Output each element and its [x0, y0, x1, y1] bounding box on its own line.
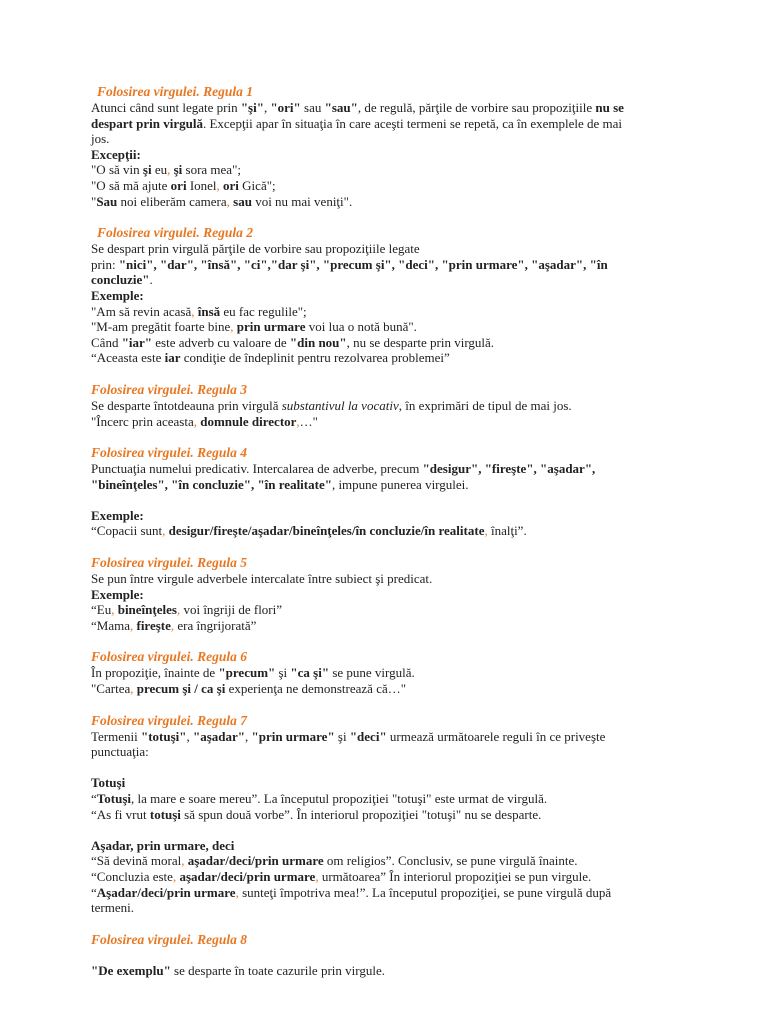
text-run: ,: [315, 868, 322, 884]
text-run: ,: [235, 884, 243, 900]
text-run: Aşadar/deci/prin urmare: [96, 884, 236, 900]
text-run: bineînţeles: [117, 602, 177, 618]
text-run: fireşte: [136, 617, 171, 633]
text-line: [91, 257, 691, 273]
text-run: "ca şi": [290, 665, 330, 681]
text-line: [91, 665, 691, 681]
text-run: ori: [223, 177, 239, 193]
text-run: ,: [191, 303, 198, 319]
text-line: [91, 760, 691, 776]
text-run: eu fac regulile";: [220, 303, 307, 319]
text-run: Exemple:: [91, 586, 144, 602]
text-line: [91, 838, 691, 854]
text-line: [91, 194, 691, 210]
text-run: Totuşi: [91, 775, 126, 791]
text-line: [91, 398, 691, 414]
text-run: . Excepţii apar în situaţia în care aceşti termeni se repetă, ca în exemplele de mai: [202, 115, 623, 131]
text-run: "sau": [324, 100, 358, 115]
text-run: ,: [186, 728, 193, 744]
text-line: [91, 885, 691, 901]
text-run: …": [299, 413, 318, 429]
text-line: [91, 587, 691, 603]
text-run: ,: [226, 193, 234, 209]
text-run: şi: [173, 162, 183, 178]
text-run: "M-am pregătit foarte bine: [91, 319, 231, 335]
text-run: Se pun între virgule adverbele intercalate între subiect şi predicat.: [91, 571, 433, 587]
document-page: [91, 84, 691, 979]
text-run: experienţa ne demonstrează că…": [225, 681, 407, 697]
text-line: [91, 618, 691, 634]
text-line: [91, 681, 691, 697]
section-heading: Folosirea virgulei. Regula 8: [91, 931, 248, 947]
text-run: , nu se desparte prin virgulă.: [346, 334, 495, 350]
text-run: şi: [275, 665, 291, 681]
text-run: ,: [245, 728, 252, 744]
text-run: Exemple:: [91, 507, 144, 523]
text-run: ,: [129, 617, 137, 633]
section-heading: Folosirea virgulei. Regula 7: [91, 712, 248, 728]
text-run: punctuaţia:: [91, 744, 149, 760]
text-run: ,: [181, 853, 188, 869]
text-run: "bineînţeles", "în concluzie", "în realitate": [91, 476, 332, 492]
text-run: se desparte în toate cazurile prin virgule.: [170, 963, 385, 979]
text-run: În propoziţie, înainte de: [91, 665, 219, 681]
text-run: prin urmare: [236, 319, 306, 335]
text-run: ori: [170, 177, 187, 193]
text-line: [91, 335, 691, 351]
text-line: [91, 508, 691, 524]
section-heading: Folosirea virgulei. Regula 4: [91, 445, 248, 461]
text-run: , de regulă, părţile de vorbire sau propoziţiile: [357, 100, 596, 115]
text-line: [91, 729, 691, 745]
text-run: “: [91, 884, 97, 900]
text-run: despart prin virgulă: [91, 115, 203, 131]
text-run: , la mare e soare mereu”. La începutul propoziţiei "totuşi" este urmat de virgulă.: [131, 791, 548, 806]
text-line: [91, 571, 691, 587]
text-line: [91, 116, 691, 132]
text-run: eu: [151, 162, 168, 178]
text-run: noi eliberăm camera: [117, 193, 227, 209]
text-run: urmează următoarele reguli în ce priveşte: [386, 728, 606, 744]
text-run: "nici", "dar", "însă", "ci","dar şi", "precum şi", "deci", "prin urmare", "aşadar", "în: [118, 256, 608, 272]
text-run: ,: [172, 868, 180, 884]
text-run: condiţie de îndeplinit pentru rezolvarea problemei”: [180, 350, 450, 366]
section-spacer: [91, 539, 691, 555]
text-run: "Am să revin acasă: [91, 303, 192, 319]
text-run: jos.: [91, 131, 110, 147]
text-run: Gică";: [238, 177, 276, 193]
text-run: şi: [142, 162, 152, 178]
section-heading: Folosirea virgulei. Regula 6: [91, 649, 248, 665]
text-run: "aşadar": [193, 728, 245, 744]
text-run: Termenii: [91, 728, 141, 744]
text-run: se pune virgulă.: [329, 665, 415, 681]
text-run: Totuşi: [96, 791, 131, 806]
text-run: “Să devină moral: [91, 853, 182, 869]
text-run: concluzie": [91, 272, 150, 288]
text-run: totuşi: [149, 806, 181, 822]
text-run: nu se: [595, 100, 624, 115]
text-run: şi: [334, 728, 350, 744]
text-line: [91, 492, 691, 508]
text-run: iar: [164, 350, 181, 366]
text-line: [91, 162, 691, 178]
section-spacer: [91, 429, 691, 445]
section-spacer: [91, 916, 691, 932]
text-line: [91, 241, 691, 257]
text-line: [91, 775, 691, 791]
text-run: termeni.: [91, 900, 134, 916]
text-line: [91, 869, 691, 885]
section-spacer: [91, 209, 691, 225]
text-run: Se desparte întotdeauna prin virgulă: [91, 397, 282, 413]
text-run: ,: [230, 319, 237, 335]
text-run: sunteţi împotriva mea!”. La începutul propoziţiei, se pune virgulă după: [242, 884, 612, 900]
text-run: domnule director: [200, 413, 297, 429]
text-line: [91, 272, 691, 288]
text-run: ,: [111, 602, 118, 618]
text-run: "iar": [121, 334, 153, 350]
text-run: ,: [130, 681, 137, 697]
text-line: [91, 319, 691, 335]
text-line: [91, 807, 691, 823]
text-run: Excepţii:: [91, 146, 141, 162]
text-run: "ori": [270, 100, 301, 115]
text-run: "De exemplu": [91, 963, 171, 979]
text-run: ": [91, 193, 97, 209]
text-run: voi îngriji de flori”: [183, 602, 283, 618]
text-line: [91, 853, 691, 869]
text-run: ,: [193, 413, 201, 429]
text-line: [91, 791, 691, 807]
text-line: [91, 131, 691, 147]
text-run: următoarea” În interiorul propoziţiei se pun virgule.: [321, 868, 592, 884]
text-run: ,: [296, 413, 300, 429]
text-run: să spun două vorbe”. În interiorul propoziţiei "totuşi" nu se desparte.: [180, 806, 542, 822]
text-run: ,: [162, 523, 169, 539]
section-heading: Folosirea virgulei. Regula 5: [91, 555, 248, 571]
section-heading: Folosirea virgulei. Regula 2: [97, 225, 254, 241]
text-run: “Concluzia este: [91, 868, 173, 884]
section-heading: Folosirea virgulei. Regula 3: [91, 381, 248, 397]
text-line: [91, 900, 691, 916]
text-run: însă: [197, 303, 221, 319]
text-run: “As fi vrut: [91, 806, 150, 822]
text-run: Punctuaţia numelui predicativ. Intercalarea de adverbe, precum: [91, 461, 423, 477]
text-run: Când: [91, 334, 122, 350]
text-run: desigur/fireşte/aşadar/bineînţeles/în concluzie/în realitate: [168, 523, 485, 539]
text-line: [91, 178, 691, 194]
text-line: [91, 602, 691, 618]
text-run: "O să mă ajute: [91, 177, 171, 193]
text-run: prin:: [91, 256, 119, 272]
text-line: [91, 461, 691, 477]
text-run: precum şi / ca şi: [136, 681, 226, 697]
text-run: voi lua o notă bună".: [305, 319, 417, 335]
text-run: era îngrijorată”: [177, 617, 257, 633]
section-spacer: [91, 697, 691, 713]
text-run: înalţi”.: [490, 523, 527, 539]
text-line: [91, 744, 691, 760]
text-run: om religios”. Conclusiv, se pune virgulă înainte.: [323, 853, 578, 869]
section-spacer: [91, 366, 691, 382]
text-run: "şi": [240, 100, 264, 115]
text-run: "totuşi": [141, 728, 187, 744]
text-run: , impune punerea virgulei.: [331, 476, 469, 492]
text-run: sora mea";: [182, 162, 241, 178]
text-run: “: [91, 791, 97, 806]
text-run: "O să vin: [91, 162, 143, 178]
text-run: Se despart prin virgulă părţile de vorbire sau propoziţiile legate: [91, 241, 420, 257]
text-run: “Aceasta este: [91, 350, 165, 366]
section-heading: Folosirea virgulei. Regula 1: [97, 84, 254, 99]
text-run: substantivul la vocativ: [281, 397, 399, 413]
text-line: [91, 304, 691, 320]
text-run: ,: [216, 177, 224, 193]
text-run: .: [149, 272, 153, 288]
text-run: "precum": [218, 665, 276, 681]
text-run: ,: [484, 523, 491, 539]
text-run: “Mama: [91, 617, 130, 633]
text-run: Exemple:: [91, 287, 144, 303]
text-run: "deci": [349, 728, 387, 744]
text-run: este adverb cu valoare de: [152, 334, 290, 350]
text-run: "Cartea: [91, 681, 131, 697]
section-spacer: [91, 633, 691, 649]
text-run: sau: [233, 193, 252, 209]
text-run: “Eu: [91, 602, 112, 618]
text-line: [91, 477, 691, 493]
text-run: "desigur", "fireşte", "aşadar",: [422, 461, 596, 477]
text-line: [91, 147, 691, 163]
text-line: [91, 963, 691, 979]
text-run: ,: [176, 602, 184, 618]
text-line: [91, 100, 691, 116]
text-run: Ionel: [186, 177, 217, 193]
text-run: ,: [263, 100, 271, 115]
text-line: [91, 523, 691, 539]
text-run: ,: [170, 617, 178, 633]
text-run: ,: [167, 162, 174, 178]
text-run: sau: [300, 100, 325, 115]
text-run: aşadar/deci/prin urmare: [187, 853, 324, 869]
text-run: "din nou": [289, 334, 347, 350]
text-line: [91, 288, 691, 304]
text-line: [91, 822, 691, 838]
text-line: [91, 414, 691, 430]
text-run: “Copacii sunt: [91, 523, 163, 539]
text-line: [91, 350, 691, 366]
text-line: [91, 948, 691, 964]
text-run: voi nu mai veniţi".: [251, 193, 353, 209]
text-run: aşadar/deci/prin urmare: [179, 868, 316, 884]
text-run: "Încerc prin aceasta: [91, 413, 194, 429]
text-run: , în exprimări de tipul de mai jos.: [398, 397, 572, 413]
text-run: "prin urmare": [251, 728, 335, 744]
text-run: Sau: [96, 193, 118, 209]
text-run: Aşadar, prin urmare, deci: [91, 837, 235, 853]
text-run: Atunci când sunt legate prin: [91, 100, 241, 115]
